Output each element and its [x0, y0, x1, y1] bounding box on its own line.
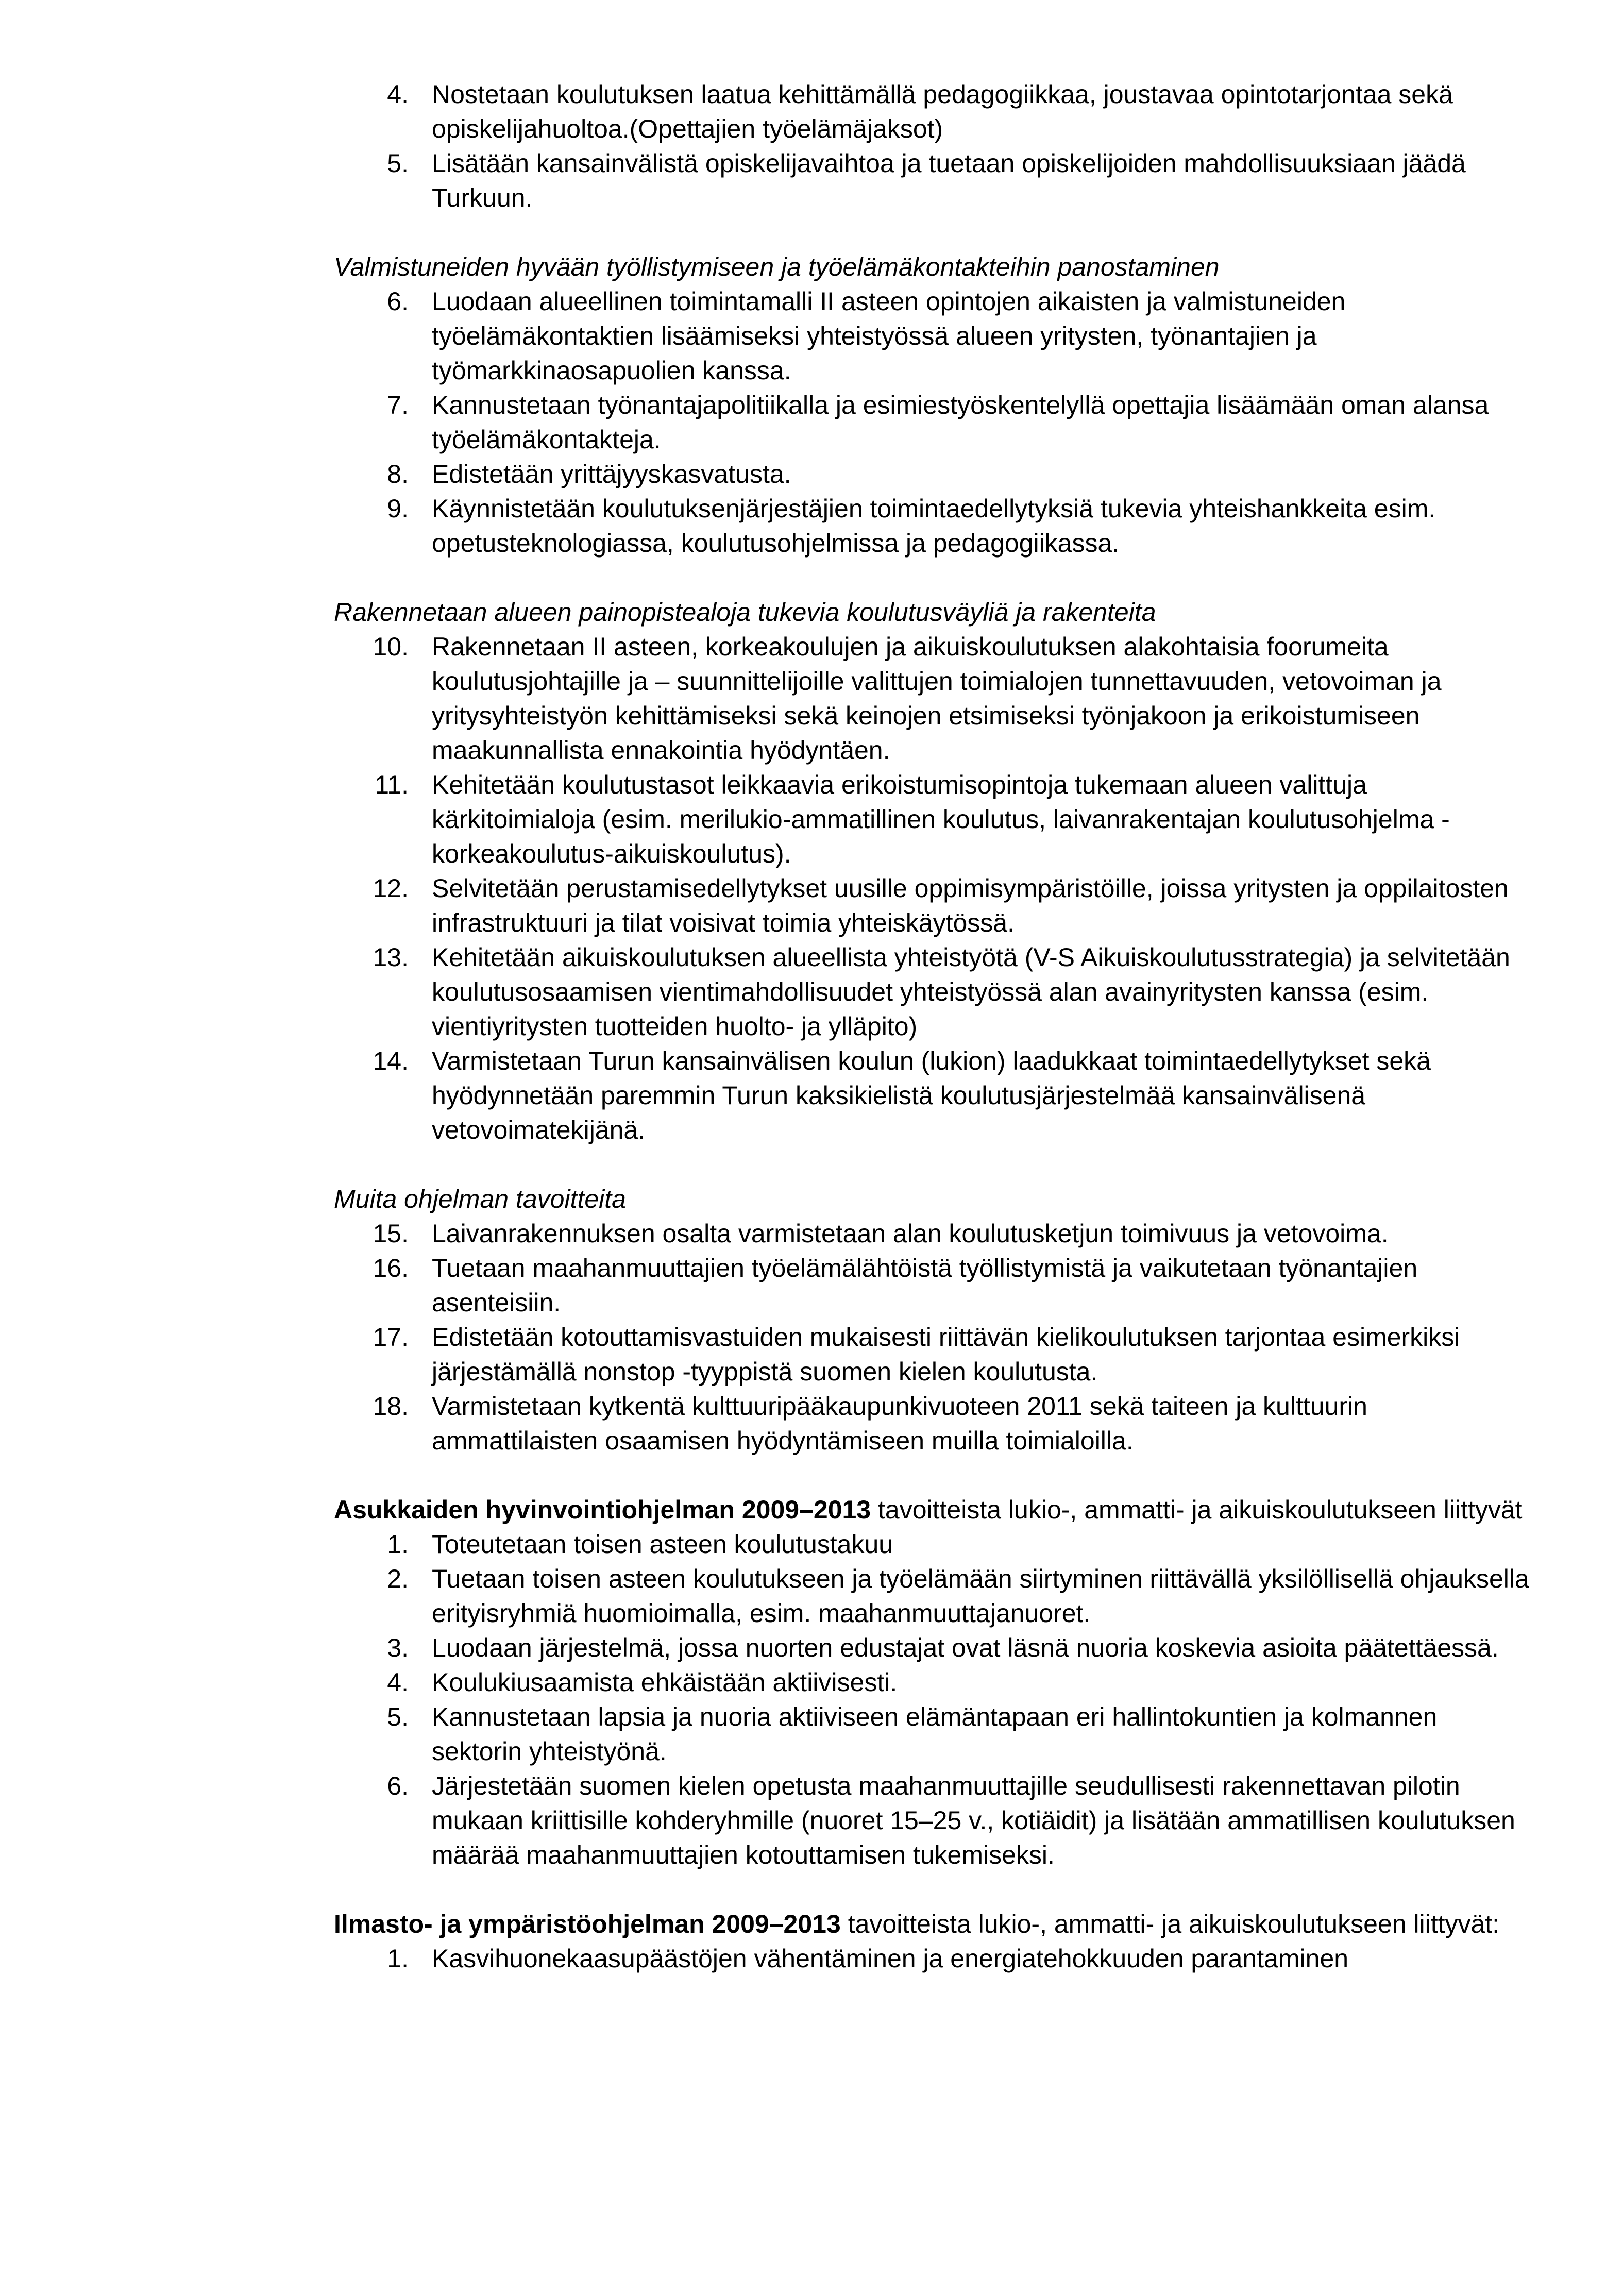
- section-heading-employment: Valmistuneiden hyvään työllistymiseen ja työelämäkontakteihin panostaminen: [334, 252, 1220, 281]
- item-number: 6.: [387, 1771, 409, 1800]
- list-item: [334, 77, 1534, 146]
- item-number: 15.: [373, 1219, 409, 1248]
- item-text: Varmistetaan kytkentä kulttuuripääkaupunkivuoteen 2011 sekä taiteen ja kulttuurin ammattilaisten osaamisen hyödyntämiseen muilla toimialoilla.: [432, 1392, 1367, 1455]
- list-item: [334, 1251, 1534, 1320]
- list-item: [334, 388, 1534, 457]
- item-text: Varmistetaan Turun kansainvälisen koulun (lukion) laadukkaat toimintaedellytykset sekä hyödynnetään paremmin Turun kaksikielistä koulutusjärjestelmää kansainvälisenä vetovoimatekijänä.: [432, 1046, 1431, 1144]
- list-item: [334, 768, 1534, 871]
- item-number: 4.: [387, 80, 409, 109]
- item-number: 1.: [387, 1530, 409, 1559]
- section-heading-pathways: Rakennetaan alueen painopistealoja tukevia koulutusväyliä ja rakenteita: [334, 598, 1156, 627]
- document-page: [334, 77, 1534, 1976]
- item-number: 3.: [387, 1633, 409, 1662]
- item-number: 10.: [373, 632, 409, 661]
- list-item: [334, 1217, 1534, 1251]
- item-text: Tuetaan maahanmuuttajien työelämälähtöistä työllistymistä ja vaikutetaan työnantajien asenteisiin.: [432, 1254, 1418, 1317]
- item-text: Käynnistetään koulutuksenjärjestäjien toimintaedellytyksiä tukevia yhteishankkeita esim. opetusteknologiassa, koulutusohjelmissa ja pedagogiikassa.: [432, 494, 1436, 558]
- item-number: 9.: [387, 494, 409, 523]
- item-text: Luodaan alueellinen toimintamalli II asteen opintojen aikaisten ja valmistuneiden työelämäkontaktien lisäämiseksi yhteistyössä alueen yritysten, työnantajien ja työmarkkinaosapuolien kanssa.: [432, 287, 1346, 385]
- list-item: [334, 1631, 1534, 1665]
- list-item: [334, 1562, 1534, 1631]
- welfare-title-rest: tavoitteista lukio-, ammatti- ja aikuiskoulutukseen liittyvät: [871, 1495, 1523, 1524]
- climate-list: [334, 1942, 1534, 1976]
- item-text: Rakennetaan II asteen, korkeakoulujen ja aikuiskoulutuksen alakohtaisia foorumeita koulutusjohtajille ja – suunnittelijoille valittujen toimialojen tunnettavuuden, vetovoiman ja yritysyhteistyön kehittämiseksi sekä keinojen etsimiseksi työnjakoon ja erikoistumiseen maakunnallista ennakointia hyödyntäen.: [432, 632, 1442, 765]
- list-item: [334, 146, 1534, 215]
- item-number: 14.: [373, 1046, 409, 1075]
- list-item: [334, 1769, 1534, 1872]
- employment-list: [334, 284, 1534, 561]
- item-text: Kannustetaan työnantajapolitiikalla ja esimiestyöskentelyllä opettajia lisäämään oman alansa työelämäkontakteja.: [432, 391, 1489, 454]
- item-number: 1.: [387, 1944, 409, 1973]
- list-item: [334, 1044, 1534, 1147]
- welfare-title-bold: Asukkaiden hyvinvointiohjelman 2009–2013: [334, 1495, 871, 1524]
- item-number: 13.: [373, 943, 409, 972]
- other-goals-list: [334, 1217, 1534, 1458]
- item-text: Kehitetään koulutustasot leikkaavia erikoistumisopintoja tukemaan alueen valittuja kärkitoimialoja (esim. merilukio-ammatillinen koulutus, laivanrakentajan koulutusohjelma -korkeakoulutus-aikuiskoulutus).: [432, 770, 1450, 868]
- item-text: Edistetään kotouttamisvastuiden mukaisesti riittävän kielikoulutuksen tarjontaa esimerkiksi järjestämällä nonstop -tyyppistä suomen kielen koulutusta.: [432, 1323, 1460, 1386]
- item-text: Laivanrakennuksen osalta varmistetaan alan koulutusketjun toimivuus ja vetovoima.: [432, 1219, 1389, 1248]
- item-number: 8.: [387, 460, 409, 488]
- list-item: [334, 1665, 1534, 1700]
- list-item: [334, 940, 1534, 1044]
- item-text: Järjestetään suomen kielen opetusta maahanmuuttajille seudullisesti rakennettavan pilotin mukaan kriittisille kohderyhmille (nuoret 15–25 v., kotiäidit) ja lisätään ammatillisen koulutuksen määrää maahanmuuttajien kotouttamisen tukemiseksi.: [432, 1771, 1515, 1869]
- item-text: Lisätään kansainvälistä opiskelijavaihtoa ja tuetaan opiskelijoiden mahdollisuuksiaan jäädä Turkuun.: [432, 149, 1466, 212]
- item-text: Kehitetään aikuiskoulutuksen alueellista yhteistyötä (V-S Aikuiskoulutusstrategia) ja selvitetään koulutusosaamisen vientimahdollisuudet yhteistyössä alan avainyritysten kanssa (esim. vientiyritysten tuotteiden huolto- ja ylläpito): [432, 943, 1510, 1041]
- item-number: 4.: [387, 1668, 409, 1697]
- item-number: 5.: [387, 149, 409, 178]
- pathways-list: [334, 630, 1534, 1147]
- item-number: 12.: [373, 874, 409, 903]
- climate-title-bold: Ilmasto- ja ympäristöohjelman 2009–2013: [334, 1910, 841, 1938]
- list-item: [334, 1320, 1534, 1389]
- item-text: Kasvihuonekaasupäästöjen vähentäminen ja energiatehokkuuden parantaminen: [432, 1944, 1349, 1973]
- section-heading-other-goals: Muita ohjelman tavoitteita: [334, 1185, 626, 1213]
- list-item: [334, 1389, 1534, 1458]
- item-number: 18.: [373, 1392, 409, 1421]
- list-item: [334, 1942, 1534, 1976]
- welfare-program-title: [334, 1493, 1534, 1527]
- item-text: Luodaan järjestelmä, jossa nuorten edustajat ovat läsnä nuoria koskevia asioita päätettäessä.: [432, 1633, 1499, 1662]
- intro-list: [334, 77, 1534, 215]
- item-number: 16.: [373, 1254, 409, 1282]
- list-item: [334, 492, 1534, 561]
- item-text: Edistetään yrittäjyyskasvatusta.: [432, 460, 791, 488]
- item-text: Koulukiusaamista ehkäistään aktiivisesti.: [432, 1668, 898, 1697]
- item-number: 11.: [375, 770, 409, 799]
- list-item: [334, 630, 1534, 768]
- item-text: Tuetaan toisen asteen koulutukseen ja työelämään siirtyminen riittävällä yksilöllisellä ohjauksella erityisryhmiä huomioimalla, esim. maahanmuuttajanuoret.: [432, 1564, 1529, 1628]
- item-number: 17.: [373, 1323, 409, 1352]
- welfare-list: [334, 1527, 1534, 1872]
- list-item: [334, 871, 1534, 940]
- item-number: 5.: [387, 1702, 409, 1731]
- item-text: Toteutetaan toisen asteen koulutustakuu: [432, 1530, 893, 1559]
- item-text: Kannustetaan lapsia ja nuoria aktiiviseen elämäntapaan eri hallintokuntien ja kolmannen sektorin yhteistyönä.: [432, 1702, 1438, 1766]
- climate-program-title: [334, 1907, 1534, 1942]
- item-number: 6.: [387, 287, 409, 316]
- climate-title-rest: tavoitteista lukio-, ammatti- ja aikuiskoulutukseen liittyvät:: [840, 1910, 1500, 1938]
- item-text: Selvitetään perustamisedellytykset uusille oppimisympäristöille, joissa yritysten ja oppilaitosten infrastruktuuri ja tilat voisivat toimia yhteiskäytössä.: [432, 874, 1509, 937]
- item-number: 2.: [387, 1564, 409, 1593]
- list-item: [334, 457, 1534, 492]
- list-item: [334, 1527, 1534, 1562]
- list-item: [334, 1700, 1534, 1769]
- list-item: [334, 284, 1534, 388]
- item-number: 7.: [387, 391, 409, 419]
- item-text: Nostetaan koulutuksen laatua kehittämällä pedagogiikkaa, joustavaa opintotarjontaa sekä opiskelijahuoltoa.(Opettajien työelämäjaksot): [432, 80, 1453, 143]
